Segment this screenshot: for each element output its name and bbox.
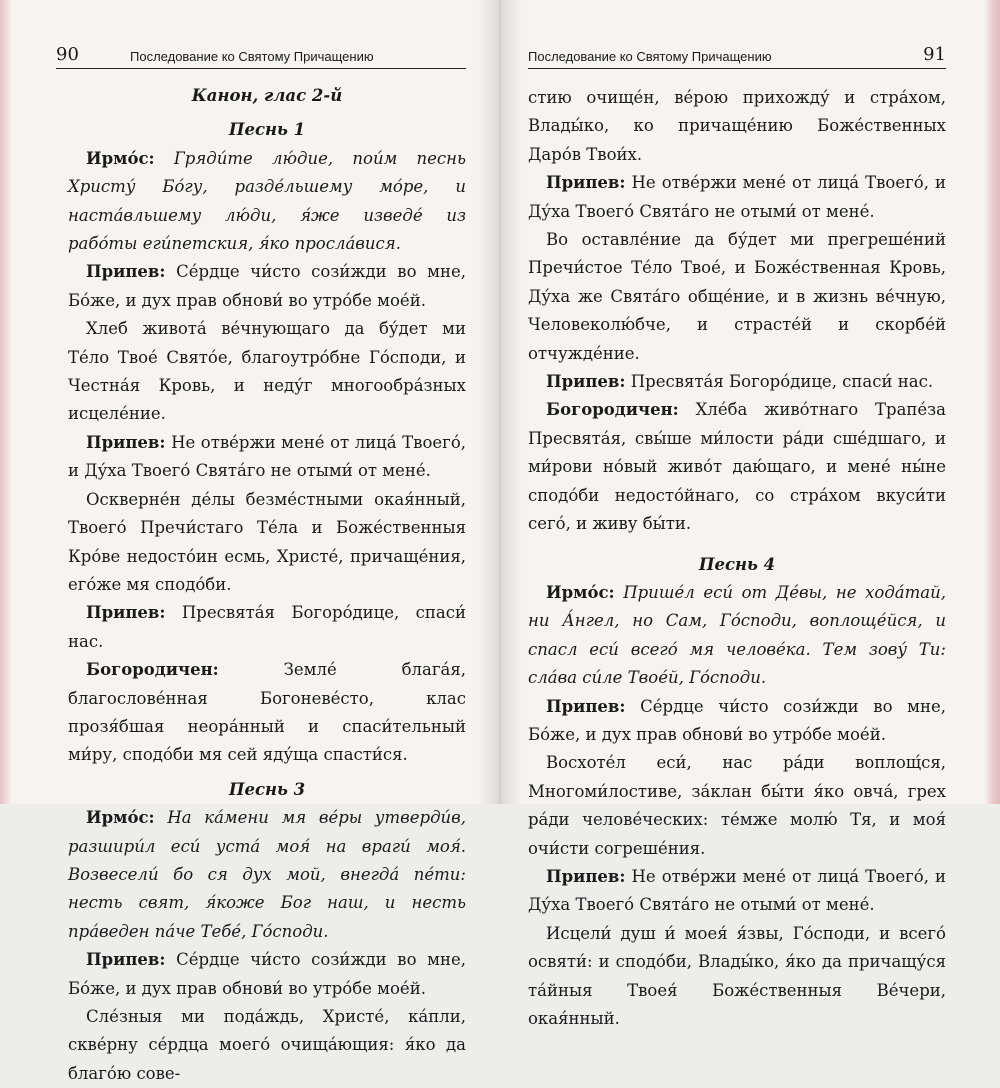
song-title: Песнь 4 xyxy=(698,554,776,574)
refrain-text: Пресвята́я Богоро́дице, спаси́ нас. xyxy=(68,603,466,651)
page-text xyxy=(68,82,466,1088)
troparion: Оскверне́н де́лы безме́стными окая́нный, Твоего́ Пречи́стаго Те́ла и Боже́ственныя Кро́ве недосто́ин есмь, Христе́, причаще́ния, его́же мя сподо́би. xyxy=(68,489,466,594)
theotokion xyxy=(528,396,946,538)
refrain-text: Не отве́ржи мене́ от лица́ Твоего́, и Ду́ха Твоего́ Свята́го не отыми́ от мене́. xyxy=(528,173,946,221)
refrain xyxy=(528,368,946,396)
refrain-label: Припев: xyxy=(546,696,626,716)
refrain xyxy=(68,258,466,315)
theotokion-text: Хле́ба живо́тнаго Трапе́за Пресвята́я, свы́ше ми́лости ра́ди сше́дшаго, и ми́рови но́вый живо́т даю́щаго, и мене́ ны́не сподо́би недосто́йнаго, со стра́хом вкуси́ти сего́, и живу бы́ти. xyxy=(528,400,947,534)
troparion: Исцели́ душ и́ моея́ я́звы, Го́споди, и всего́ освяти́: и сподо́би, Влады́ко, я́ко да причащу́ся та́йныя Твоея́ Боже́ственныя Ве́чери, окая́нный. xyxy=(528,923,946,1028)
continued-text: стию очище́н, ве́рою прихожду́ и стра́хом, Влады́ко, ко причаще́нию Боже́ственных Даро́в Твои́х. xyxy=(528,88,946,164)
page-edge xyxy=(984,0,1000,804)
page-text xyxy=(528,84,946,1033)
refrain xyxy=(528,169,946,226)
song-title: Песнь 1 xyxy=(228,120,306,140)
irmos-label: Ирмо́с: xyxy=(546,582,615,602)
refrain-label: Припев: xyxy=(546,372,626,392)
refrain xyxy=(528,693,946,750)
refrain-label: Припев: xyxy=(86,262,166,282)
refrain xyxy=(68,429,466,486)
irmos-label: Ирмо́с: xyxy=(86,808,155,828)
refrain-text: Се́рдце чи́сто сози́жди во мне, Бо́же, и дух прав обнови́ во утро́бе мое́й. xyxy=(528,696,947,744)
refrain xyxy=(68,599,466,656)
refrain-label: Припев: xyxy=(86,432,166,452)
page-header xyxy=(56,42,466,69)
refrain-label: Припев: xyxy=(86,950,166,970)
irmos-text: Прише́л еси́ от Де́вы, не хода́тай, ни А́нгел, но Сам, Го́споди, воплоще́йся, и спасл еси́ всего́ мя челове́ка. Тем зову́ Ти: сла́ва си́ле Твое́й, Го́споди. xyxy=(528,582,946,688)
theotokion-label: Богородичен: xyxy=(546,400,679,420)
irmos-label: Ирмо́с: xyxy=(86,148,155,168)
right-page xyxy=(500,0,1000,1028)
refrain-text: Не отве́ржи мене́ от лица́ Твоего́, и Ду́ха Твоего́ Свята́го не отыми́ от мене́. xyxy=(528,866,946,915)
refrain-text: Не отве́ржи мене́ от лица́ Твоего́, и Ду́ха Твоего́ Свята́го не отыми́ от мене́. xyxy=(68,432,466,481)
troparion: Восхоте́л еси́, нас ра́ди воплощ́ся, Многоми́лостиве, за́клан бы́ти я́ко овча́, грех ра́ди челове́ческих: те́мже молю́ Тя, и моя́ очи́сти согреше́ния. xyxy=(528,753,946,858)
refrain-text: Се́рдце чи́сто сози́жди во мне, Бо́же, и дух прав обнови́ во утро́бе мое́й. xyxy=(68,950,467,998)
troparion: Хлеб живота́ ве́чнующаго да бу́дет ми Те́ло Твое́ Свято́е, благоутро́бне Го́споди, и Честна́я Кровь, и неду́г многообра́зных исцеле́ние. xyxy=(68,319,466,424)
irmos-text: На ка́мени мя ве́ры утверди́в, разшири́л еси́ уста́ моя́ на враги́ моя́. Возвесели́ бо ся дух мой, внегда́ пе́ти: несть свят, я́коже Бог наш, и несть пра́веден па́че Тебе́, Го́споди. xyxy=(68,808,467,941)
irmos xyxy=(68,145,466,259)
theotokion-text: Земле́ блага́я, благослове́нная Богоневе́сто, клас прозя́бшая неора́нный и спаси́тельный ми́ру, сподо́би мя сей яду́ща спасти́ся. xyxy=(68,660,467,765)
page-header xyxy=(528,42,946,69)
theotokion-label: Богородичен: xyxy=(86,660,219,680)
refrain-text: Пресвята́я Богоро́дице, спаси́ нас. xyxy=(630,372,934,392)
song-title: Песнь 3 xyxy=(228,779,306,799)
theotokion xyxy=(68,656,466,770)
refrain-label: Припев: xyxy=(86,603,166,623)
page-edge xyxy=(0,0,12,804)
refrain-text: Се́рдце чи́сто сози́жди во мне, Бо́же, и дух прав обнови́ во утро́бе мое́й. xyxy=(68,262,467,310)
troparion: Сле́зныя ми пода́ждь, Христе́, ка́пли, скве́рну се́рдца моего́ очища́ющия: я́ко да благо́ю сове- xyxy=(68,1007,466,1083)
page-number: 91 xyxy=(923,44,946,65)
running-title: Последование ко Святому Причащению xyxy=(130,49,374,64)
refrain xyxy=(68,946,466,1003)
irmos xyxy=(528,579,946,693)
refrain xyxy=(528,863,946,920)
left-page xyxy=(0,0,500,1083)
canon-title: Канон, глас 2-й xyxy=(191,86,343,105)
refrain-label: Припев: xyxy=(546,173,626,193)
irmos-text: Гряди́те лю́дие, пои́м песнь Христу́ Бо́гу, разде́льшему мо́ре, и наста́вльшему лю́ди, я́же изведе́ из рабо́ты еги́петския, я́ко просла́вися. xyxy=(68,148,466,254)
running-title: Последование ко Святому Причащению xyxy=(528,49,772,64)
page-number: 90 xyxy=(56,44,79,65)
troparion: Во оставле́ние да бу́дет ми прегреше́ний Пречи́стое Те́ло Твое́, и Боже́ственная Кровь, Ду́ха же Свята́го обще́ние, и в жизнь ве́чную, Человеколю́бче, и страсте́й и скорбе́й отчужде́ние. xyxy=(528,230,946,363)
refrain-label: Припев: xyxy=(546,866,626,886)
irmos xyxy=(68,804,466,946)
